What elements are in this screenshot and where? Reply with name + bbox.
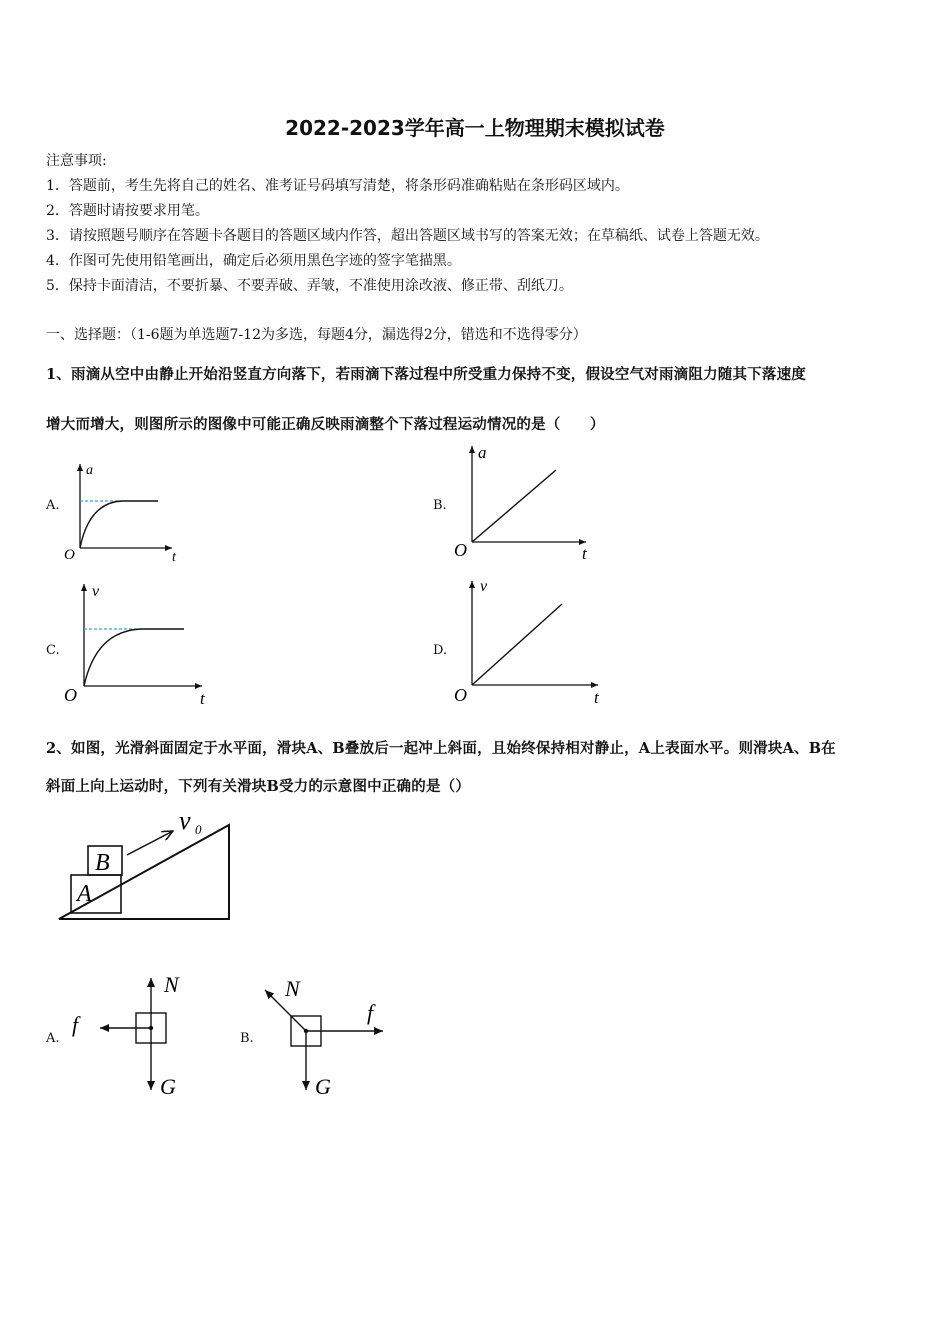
block-b-label: B bbox=[95, 850, 110, 876]
velocity-label: v bbox=[179, 806, 191, 835]
curve bbox=[80, 501, 158, 548]
option-c-label: C. bbox=[46, 643, 60, 658]
line-graph bbox=[472, 604, 562, 685]
origin-label: O bbox=[64, 685, 77, 705]
force-diagram-a bbox=[62, 968, 202, 1098]
gravity-label: G bbox=[160, 1074, 176, 1098]
q2-option-a-label: A. bbox=[46, 1031, 60, 1046]
x-axis-label: t bbox=[582, 544, 587, 563]
question-2-text: 2、如图，光滑斜面固定于水平面，滑块A、B叠放后一起冲上斜面，且始终保持相对静止，A上表面水平。则滑块A、B在 bbox=[46, 740, 836, 757]
section-heading: 一、选择题：（1-6题为单选题7-12为多选，每题4分，漏选得2分，错选和不选得零分） bbox=[46, 327, 587, 343]
normal-force-label: N bbox=[285, 976, 300, 1001]
notice-item: 4．作图可先使用铅笔画出，确定后必须用黑色字迹的签字笔描黑。 bbox=[46, 253, 461, 269]
option-b-label: B. bbox=[433, 498, 447, 513]
graph-b bbox=[450, 440, 600, 565]
line-graph bbox=[472, 470, 556, 542]
friction-label: f bbox=[367, 1000, 374, 1025]
question-2-text-cont: 斜面上向上运动时，下列有关滑块B受力的示意图中正确的是（） bbox=[46, 778, 471, 795]
option-d-label: D. bbox=[433, 643, 448, 658]
graph-d bbox=[450, 575, 610, 707]
origin-label: O bbox=[454, 540, 467, 560]
velocity-subscript: 0 bbox=[195, 822, 202, 837]
block-a-label: A bbox=[77, 881, 92, 907]
y-axis-label: v bbox=[92, 583, 100, 600]
y-axis-label: v bbox=[480, 578, 488, 595]
normal-force-label: N bbox=[164, 972, 179, 997]
notice-item: 5．保持卡面清洁，不要折暴、不要弄破、弄皱，不准使用涂改液、修正带、刮纸刀。 bbox=[46, 278, 573, 294]
page-title: 2022-2023学年高一上物理期末模拟试卷 bbox=[285, 116, 665, 140]
origin-label: O bbox=[454, 685, 467, 705]
q2-option-b-label: B. bbox=[240, 1031, 254, 1046]
option-a-label: A. bbox=[46, 498, 60, 513]
question-1-text-cont: 增大而增大，则图所示的图像中可能正确反映雨滴整个下落过程运动情况的是（ ） bbox=[46, 416, 605, 433]
force-diagram-b bbox=[255, 968, 395, 1098]
y-axis-label: a bbox=[478, 443, 487, 462]
incline-figure bbox=[55, 805, 240, 925]
curve bbox=[84, 629, 184, 686]
notice-item: 1．答题前，考生先将自己的姓名、准考证号码填写清楚，将条形码准确粘贴在条形码区域内。 bbox=[46, 178, 629, 194]
notice-item: 2．答题时请按要求用笔。 bbox=[46, 203, 209, 219]
question-1-text: 1、雨滴从空中由静止开始沿竖直方向落下，若雨滴下落过程中所受重力保持不变，假设空气对雨滴阻力随其下落速度 bbox=[46, 366, 806, 383]
friction-label: f bbox=[72, 1012, 79, 1037]
origin-label: O bbox=[64, 547, 75, 563]
graph-a bbox=[60, 458, 190, 568]
gravity-label: G bbox=[315, 1074, 331, 1098]
x-axis-label: t bbox=[594, 688, 599, 707]
graph-c bbox=[62, 578, 217, 708]
x-axis-label: t bbox=[200, 689, 205, 708]
velocity-arrow bbox=[127, 831, 173, 855]
notice-item: 3．请按照题号顺序在答题卡各题目的答题区域内作答，超出答题区域书写的答案无效；在草稿纸、试卷上答题无效。 bbox=[46, 228, 769, 244]
y-axis-label: a bbox=[86, 463, 93, 478]
notice-heading: 注意事项: bbox=[46, 153, 107, 169]
x-axis-label: t bbox=[172, 550, 176, 565]
